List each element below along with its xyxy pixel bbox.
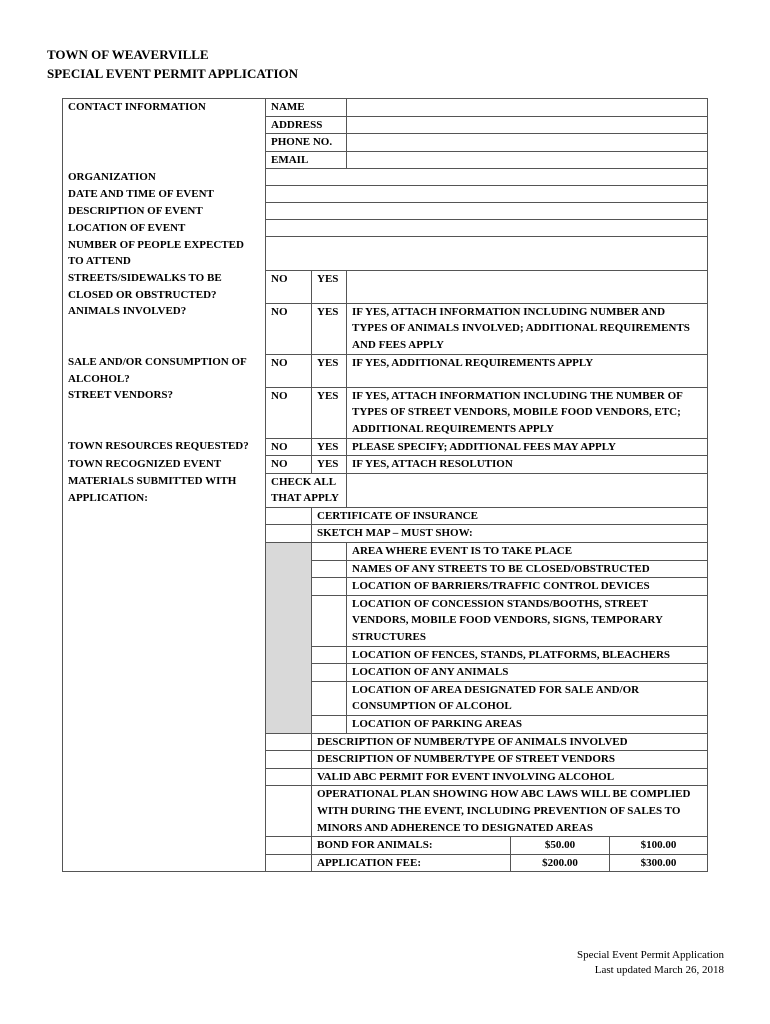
address-label: ADDRESS bbox=[266, 116, 347, 134]
map-item: AREA WHERE EVENT IS TO TAKE PLACE bbox=[347, 543, 708, 561]
sketch-map-label: SKETCH MAP – MUST SHOW: bbox=[312, 525, 708, 543]
app-fee-label: APPLICATION FEE: bbox=[312, 854, 511, 872]
app-fee-1: $200.00 bbox=[511, 854, 610, 872]
map-item-checkbox[interactable] bbox=[312, 646, 347, 664]
recognized-question: TOWN RECOGNIZED EVENT bbox=[63, 456, 266, 474]
abc-permit-checkbox[interactable] bbox=[266, 768, 312, 786]
description-field[interactable] bbox=[266, 203, 708, 220]
date-time-field[interactable] bbox=[266, 186, 708, 203]
contact-label: CONTACT INFORMATION bbox=[63, 99, 266, 169]
streets-no[interactable]: NO bbox=[266, 270, 312, 303]
description-label: DESCRIPTION OF EVENT bbox=[63, 203, 266, 220]
date-time-label: DATE AND TIME OF EVENT bbox=[63, 186, 266, 203]
document-title: TOWN OF WEAVERVILLE bbox=[47, 47, 209, 62]
permit-form-table bbox=[62, 98, 708, 872]
footer-title: Special Event Permit Application bbox=[577, 949, 724, 961]
resources-question: TOWN RESOURCES REQUESTED? bbox=[63, 438, 266, 456]
bond-label: BOND FOR ANIMALS: bbox=[312, 837, 511, 855]
sketch-map-indent bbox=[266, 543, 312, 734]
app-fee-2: $300.00 bbox=[610, 854, 708, 872]
recognized-no[interactable]: NO bbox=[266, 456, 312, 474]
location-field[interactable] bbox=[266, 220, 708, 237]
vendors-note: IF YES, ATTACH INFORMATION INCLUDING THE NUMBER OF TYPES OF STREET VENDORS, MOBILE FOOD VENDORS, ETC; ADDITIONAL REQUIREMENTS APPLY bbox=[347, 387, 708, 438]
streets-yes[interactable]: YES bbox=[312, 270, 347, 303]
recognized-yes[interactable]: YES bbox=[312, 456, 347, 474]
phone-field[interactable] bbox=[347, 134, 708, 152]
abc-permit-label: VALID ABC PERMIT FOR EVENT INVOLVING ALCOHOL bbox=[312, 768, 708, 786]
recognized-note: IF YES, ATTACH RESOLUTION bbox=[347, 456, 708, 474]
streets-question: STREETS/SIDEWALKS TO BE CLOSED OR OBSTRUCTED? bbox=[63, 270, 266, 303]
map-item: LOCATION OF CONCESSION STANDS/BOOTHS, STREET VENDORS, MOBILE FOOD VENDORS, SIGNS, TEMPORARY STRUCTURES bbox=[347, 595, 708, 646]
document-subtitle: SPECIAL EVENT PERMIT APPLICATION bbox=[47, 66, 299, 81]
operational-plan-checkbox[interactable] bbox=[266, 786, 312, 837]
map-item-checkbox[interactable] bbox=[312, 716, 347, 734]
streets-note bbox=[347, 270, 708, 303]
alcohol-note: IF YES, ADDITIONAL REQUIREMENTS APPLY bbox=[347, 354, 708, 387]
alcohol-question: SALE AND/OR CONSUMPTION OF ALCOHOL? bbox=[63, 354, 266, 387]
location-label: LOCATION OF EVENT bbox=[63, 220, 266, 237]
vendors-question: STREET VENDORS? bbox=[63, 387, 266, 438]
vendors-desc-label: DESCRIPTION OF NUMBER/TYPE OF STREET VENDORS bbox=[312, 751, 708, 769]
alcohol-yes[interactable]: YES bbox=[312, 354, 347, 387]
organization-label: ORGANIZATION bbox=[63, 169, 266, 186]
app-fee-checkbox[interactable] bbox=[266, 854, 312, 872]
materials-label: MATERIALS SUBMITTED WITH APPLICATION: bbox=[63, 473, 266, 872]
people-label: NUMBER OF PEOPLE EXPECTED TO ATTEND bbox=[63, 237, 266, 270]
map-item: LOCATION OF ANY ANIMALS bbox=[347, 664, 708, 682]
name-label: NAME bbox=[266, 99, 347, 117]
map-item-checkbox[interactable] bbox=[312, 560, 347, 578]
resources-no[interactable]: NO bbox=[266, 438, 312, 456]
phone-label: PHONE NO. bbox=[266, 134, 347, 152]
vendors-desc-checkbox[interactable] bbox=[266, 751, 312, 769]
check-all-spacer bbox=[347, 473, 708, 507]
map-item: LOCATION OF AREA DESIGNATED FOR SALE AND/OR CONSUMPTION OF ALCOHOL bbox=[347, 681, 708, 715]
map-item: LOCATION OF PARKING AREAS bbox=[347, 716, 708, 734]
footer-updated: Last updated March 26, 2018 bbox=[594, 964, 724, 976]
resources-note: PLEASE SPECIFY; ADDITIONAL FEES MAY APPLY bbox=[347, 438, 708, 456]
insurance-label: CERTIFICATE OF INSURANCE bbox=[312, 507, 708, 525]
alcohol-no[interactable]: NO bbox=[266, 354, 312, 387]
map-item: LOCATION OF BARRIERS/TRAFFIC CONTROL DEVICES bbox=[347, 578, 708, 596]
map-item-checkbox[interactable] bbox=[312, 664, 347, 682]
map-item-checkbox[interactable] bbox=[312, 578, 347, 596]
vendors-no[interactable]: NO bbox=[266, 387, 312, 438]
animals-yes[interactable]: YES bbox=[312, 303, 347, 354]
bond-fee-2: $100.00 bbox=[610, 837, 708, 855]
check-all-label: CHECK ALL THAT APPLY bbox=[266, 473, 347, 507]
map-item-checkbox[interactable] bbox=[312, 595, 347, 646]
resources-yes[interactable]: YES bbox=[312, 438, 347, 456]
email-field[interactable] bbox=[347, 151, 708, 169]
animals-note: IF YES, ATTACH INFORMATION INCLUDING NUMBER AND TYPES OF ANIMALS INVOLVED; ADDITIONAL REQUIREMENTS AND FEES APPLY bbox=[347, 303, 708, 354]
email-label: EMAIL bbox=[266, 151, 347, 169]
bond-fee-1: $50.00 bbox=[511, 837, 610, 855]
map-item-checkbox[interactable] bbox=[312, 543, 347, 561]
people-field[interactable] bbox=[266, 237, 708, 270]
operational-plan-label: OPERATIONAL PLAN SHOWING HOW ABC LAWS WILL BE COMPLIED WITH DURING THE EVENT, INCLUDING PREVENTION OF SALES TO MINORS AND ADHERENCE TO DESIGNATED AREAS bbox=[312, 786, 708, 837]
footer bbox=[577, 948, 724, 978]
name-field[interactable] bbox=[347, 99, 708, 117]
insurance-checkbox[interactable] bbox=[266, 507, 312, 525]
map-item: LOCATION OF FENCES, STANDS, PLATFORMS, BLEACHERS bbox=[347, 646, 708, 664]
animals-question: ANIMALS INVOLVED? bbox=[63, 303, 266, 354]
map-item: NAMES OF ANY STREETS TO BE CLOSED/OBSTRUCTED bbox=[347, 560, 708, 578]
address-field[interactable] bbox=[347, 116, 708, 134]
animals-no[interactable]: NO bbox=[266, 303, 312, 354]
bond-checkbox[interactable] bbox=[266, 837, 312, 855]
vendors-yes[interactable]: YES bbox=[312, 387, 347, 438]
organization-field[interactable] bbox=[266, 169, 708, 186]
animals-desc-label: DESCRIPTION OF NUMBER/TYPE OF ANIMALS INVOLVED bbox=[312, 733, 708, 751]
animals-desc-checkbox[interactable] bbox=[266, 733, 312, 751]
map-item-checkbox[interactable] bbox=[312, 681, 347, 715]
sketch-map-checkbox[interactable] bbox=[266, 525, 312, 543]
